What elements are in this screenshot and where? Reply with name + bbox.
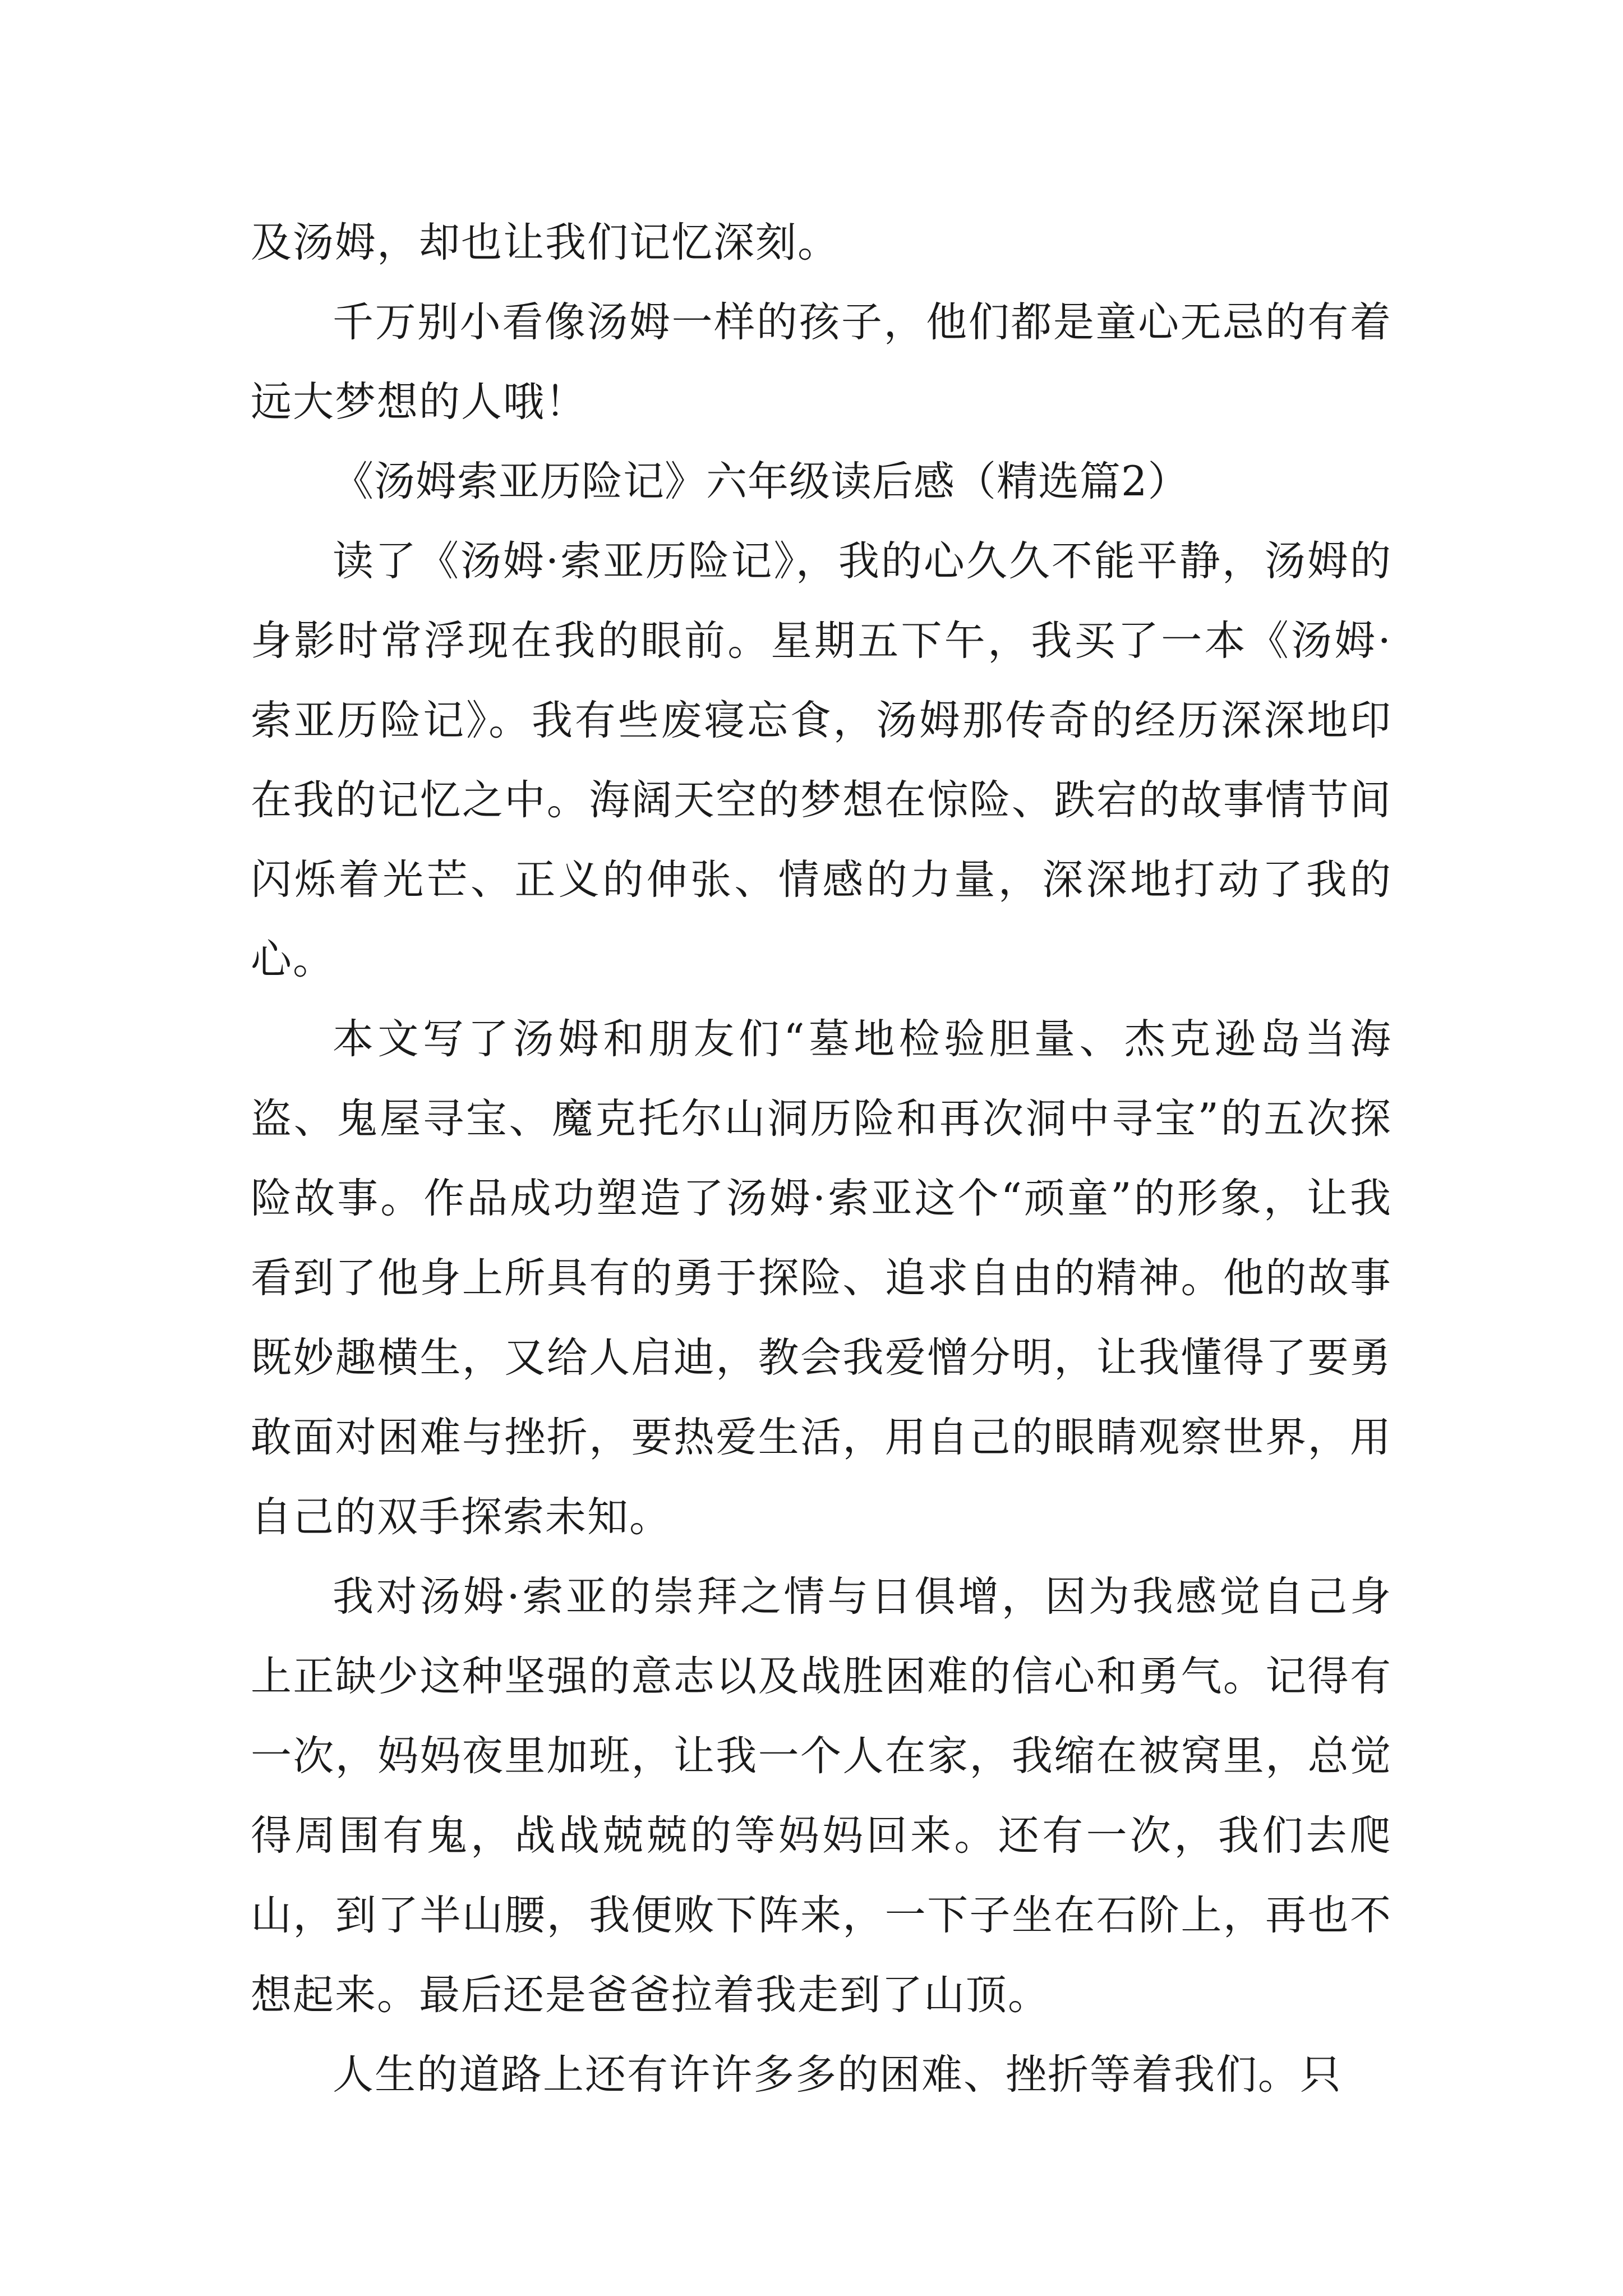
paragraph: 人生的道路上还有许许多多的困难、挫折等着我们。只 [333, 2051, 1342, 2099]
document-body [251, 203, 1392, 2115]
paragraph-continuation: 及汤姆，却也让我们记忆深刻。 [251, 219, 840, 266]
paragraph: 我对汤姆·索亚的崇拜之情与日俱增，因为我感觉自己身上正缺少这种坚强的意志以及战胜困难的信心和勇气。记得有一次，妈妈夜里加班，让我一个人在家，我缩在被窝里，总觉得周围有鬼，战战兢兢的等妈妈回来。还有一次，我们去爬山，到了半山腰，我便败下阵来，一下子坐在石阶上，再也不想起来。最后还是爸爸拉着我走到了山顶。 [251, 1573, 1392, 2019]
section-heading: 《汤姆索亚历险记》六年级读后感（精选篇2） [333, 458, 1189, 505]
paragraph: 读了《汤姆·索亚历险记》，我的心久久不能平静，汤姆的身影时常浮现在我的眼前。星期五下午，我买了一本《汤姆·索亚历险记》。我有些废寝忘食，汤姆那传奇的经历深深地印在我的记忆之中。海阔天空的梦想在惊险、跌宕的故事情节间闪烁着光芒、正义的伸张、情感的力量，深深地打动了我的心。 [251, 537, 1392, 983]
paragraph: 本文写了汤姆和朋友们“墓地检验胆量、杰克逊岛当海盗、鬼屋寻宝、魔克托尔山洞历险和再次洞中寻宝”的五次探险故事。作品成功塑造了汤姆·索亚这个“顽童”的形象，让我看到了他身上所具有的勇于探险、追求自由的精神。他的故事既妙趣横生，又给人启迪，教会我爱憎分明，让我懂得了要勇敢面对困难与挫折，要热爱生活，用自己的眼睛观察世界，用自己的双手探索未知。 [251, 1015, 1392, 1541]
paragraph: 千万别小看像汤姆一样的孩子，他们都是童心无忌的有着远大梦想的人哦！ [251, 298, 1392, 426]
